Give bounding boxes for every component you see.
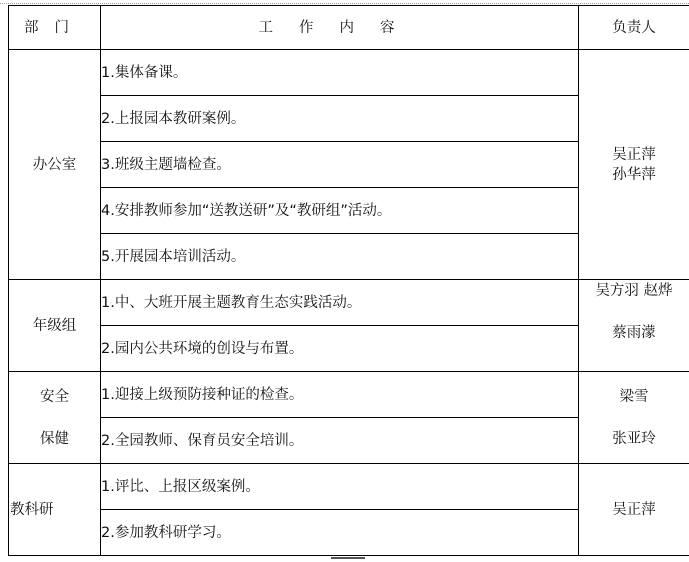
spacer bbox=[9, 407, 100, 429]
task-item: 2.参加教科研学习。 bbox=[101, 510, 579, 556]
header-row bbox=[9, 6, 689, 50]
table-row bbox=[9, 280, 689, 326]
dept-safety bbox=[9, 372, 101, 464]
resp-name: 蔡雨濛 bbox=[612, 325, 656, 341]
task-item: 2.园内公共环境的创设与布置。 bbox=[101, 326, 579, 372]
dept-name-line: 安全 bbox=[40, 388, 69, 405]
page-bottom-mark bbox=[331, 557, 365, 559]
resp-name: 梁雪 bbox=[619, 388, 649, 405]
work-plan-table bbox=[8, 5, 689, 556]
task-item: 4.安排教师参加“送教送研”及“教研组”活动。 bbox=[101, 188, 579, 234]
resp-header: 负责人 bbox=[579, 6, 689, 50]
resp-name: 孙华萍 bbox=[612, 166, 656, 183]
resp-grade bbox=[579, 280, 689, 372]
dept-research: 教科研 bbox=[9, 464, 101, 556]
work-header: 工作内容 bbox=[101, 6, 579, 50]
task-item: 1.集体备课。 bbox=[101, 50, 579, 96]
task-item: 5.开展园本培训活动。 bbox=[101, 234, 579, 280]
resp-safety bbox=[579, 372, 689, 464]
task-item: 2.上报园本教研案例。 bbox=[101, 96, 579, 142]
resp-name: 吴正萍 bbox=[612, 146, 656, 163]
top-dotted-rule bbox=[0, 3, 689, 4]
spacer bbox=[579, 407, 689, 429]
dept-office: 办公室 bbox=[9, 50, 101, 280]
spacer bbox=[579, 301, 689, 323]
task-item: 2.全园教师、保育员安全培训。 bbox=[101, 418, 579, 464]
task-item: 3.班级主题墙检查。 bbox=[101, 142, 579, 188]
task-item: 1.中、大班开展主题教育生态实践活动。 bbox=[101, 280, 579, 326]
table-row bbox=[9, 50, 689, 96]
resp-research: 吴正萍 bbox=[579, 464, 689, 556]
table-row bbox=[9, 464, 689, 510]
resp-name: 吴方羽 赵烨 bbox=[595, 283, 673, 299]
dept-header: 部门 bbox=[9, 6, 101, 50]
dept-grade: 年级组 bbox=[9, 280, 101, 372]
resp-office bbox=[579, 50, 689, 280]
task-item: 1.迎接上级预防接种证的检查。 bbox=[101, 372, 579, 418]
resp-name: 张亚玲 bbox=[612, 430, 656, 447]
table-row bbox=[9, 372, 689, 418]
dept-name-line: 保健 bbox=[40, 430, 69, 447]
task-item: 1.评比、上报区级案例。 bbox=[101, 464, 579, 510]
